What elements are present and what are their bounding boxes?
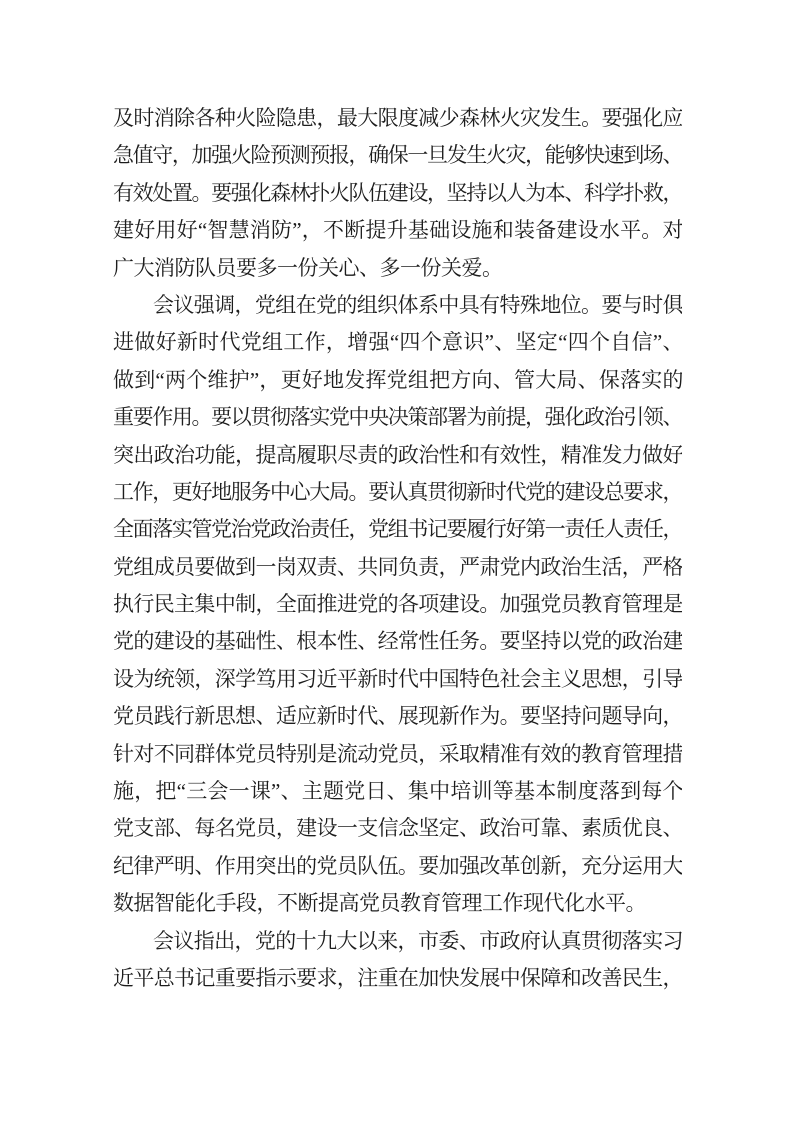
text-line: 进做好新时代党组工作，增强“四个意识”、坚定“四个自信”、 — [113, 330, 682, 355]
text-line: 施，把“三会一课”、主题党日、集中培训等基本制度落到每个 — [113, 779, 682, 804]
text-line: 近平总书记重要指示要求，注重在加快发展中保障和改善民生， — [113, 965, 682, 990]
text-line: 重要作用。要以贯彻落实党中央决策部署为前提，强化政治引领、 — [113, 405, 682, 430]
text-line: 针对不同群体党员特别是流动党员，采取精准有效的教育管理措 — [113, 741, 682, 766]
text-line-paragraph-end: 数据智能化手段，不断提高党员教育管理工作现代化水平。 — [113, 891, 646, 916]
text-line: 执行民主集中制，全面推进党的各项建设。加强党员教育管理是 — [113, 592, 682, 617]
text-line: 纪律严明、作用突出的党员队伍。要加强改革创新，充分运用大 — [113, 853, 682, 878]
text-line: 设为统领，深学笃用习近平新时代中国特色社会主义思想，引导 — [113, 666, 682, 691]
text-line-paragraph-start: 会议指出，党的十九大以来，市委、市政府认真贯彻落实习 — [153, 928, 682, 953]
text-line: 及时消除各种火险隐患，最大限度减少森林火灾发生。要强化应 — [113, 106, 682, 130]
text-line: 急值守，加强火险预测预报，确保一旦发生火灾，能够快速到场、 — [113, 143, 682, 168]
text-line-paragraph-start: 会议强调，党组在党的组织体系中具有特殊地位。要与时俱 — [153, 292, 682, 317]
text-line: 党支部、每名党员，建设一支信念坚定、政治可靠、素质优良、 — [113, 816, 682, 841]
text-line: 建好用好“智慧消防”，不断提升基础设施和装备建设水平。对 — [113, 218, 682, 243]
text-line-paragraph-end: 广大消防队员要多一份关心、多一份关爱。 — [113, 255, 503, 280]
text-line: 全面落实管党治党政治责任，党组书记要履行好第一责任人责任， — [113, 517, 682, 542]
text-line: 党的建设的基础性、根本性、经常性任务。要坚持以党的政治建 — [113, 629, 682, 654]
text-line: 工作，更好地服务中心大局。要认真贯彻新时代党的建设总要求， — [113, 479, 682, 504]
text-line: 党员践行新思想、适应新时代、展现新作为。要坚持问题导向， — [113, 704, 682, 729]
text-line: 有效处置。要强化森林扑火队伍建设，坚持以人为本、科学扑救， — [113, 180, 682, 205]
document-text-block — [113, 100, 682, 997]
text-line: 做到“两个维护”，更好地发挥党组把方向、管大局、保落实的 — [113, 367, 682, 392]
text-line: 党组成员要做到一岗双责、共同负责，严肃党内政治生活，严格 — [113, 554, 682, 579]
text-line: 突出政治功能，提高履职尽责的政治性和有效性，精准发力做好 — [113, 442, 682, 467]
